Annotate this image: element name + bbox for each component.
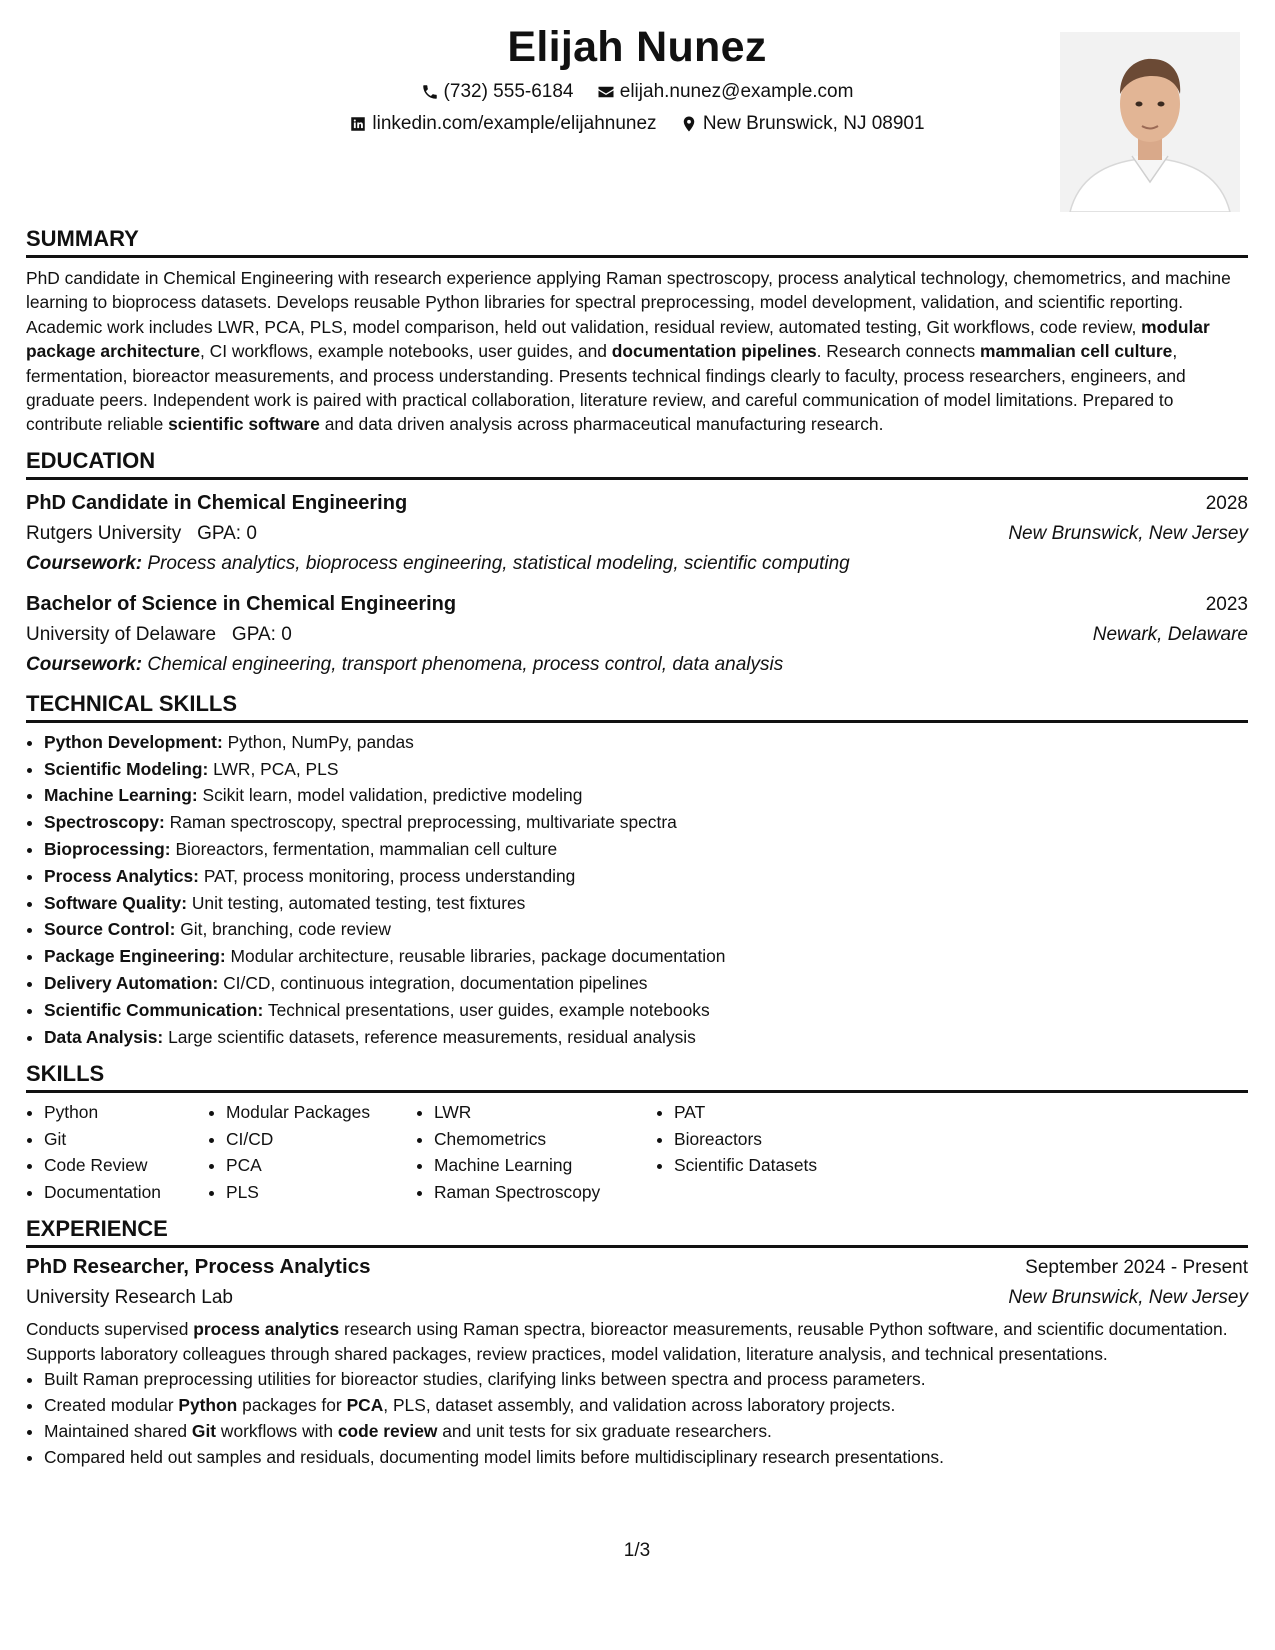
list-item: • Created modular Python packages for PCA, PLS, dataset assembly, and validation across laboratory projects.	[44, 1392, 1248, 1418]
list-item: • Compared held out samples and residuals, documenting model limits before multidisciplinary research presentations.	[44, 1444, 1248, 1470]
linkedin-text[interactable]: linkedin.com/example/elijahnunez	[372, 113, 657, 134]
skills-heading: SKILLS	[26, 1060, 1248, 1093]
skill-item: • PCA	[226, 1152, 416, 1179]
phone-icon	[421, 83, 439, 101]
technical-skills-section	[26, 690, 1248, 1051]
list-item: • Spectroscopy: Raman spectroscopy, spectral preprocessing, multivariate spectra	[44, 809, 1248, 836]
coursework: Coursework: Chemical engineering, transport phenomena, process control, data analysis	[26, 653, 784, 675]
job-description: Conducts supervised process analytics research using Raman spectra, bioreactor measurements, reusable Python software, and scientific documentation. Supports laboratory colleagues through shared packages, review practices, model validation, literature analysis, and technical presentations.	[26, 1319, 1228, 1364]
experience-section	[26, 1215, 1248, 1470]
profile-photo-illustration	[1060, 32, 1240, 212]
skill-item: • LWR	[434, 1099, 656, 1126]
graduation-year: 2023	[1205, 593, 1248, 615]
page-number: 1/3	[623, 1540, 651, 1561]
list-item: • Bioprocessing: Bioreactors, fermentation, mammalian cell culture	[44, 836, 1248, 863]
list-item: • Maintained shared Git workflows with code review and unit tests for six graduate researchers.	[44, 1418, 1248, 1444]
resume-page	[26, 0, 1248, 1650]
list-item: • Process Analytics: PAT, process monitoring, process understanding	[44, 863, 1248, 890]
skill-item: • Modular Packages	[226, 1099, 416, 1126]
education-heading: EDUCATION	[26, 447, 1248, 480]
map-pin-icon	[680, 115, 698, 133]
skill-item: • Raman Spectroscopy	[434, 1179, 656, 1206]
location-text: New Brunswick, NJ 08901	[702, 113, 925, 134]
linkedin-icon	[349, 115, 367, 133]
summary-section	[26, 225, 1248, 437]
school-name: University of Delaware GPA: 0	[26, 623, 292, 645]
skill-item: • Python	[44, 1099, 208, 1126]
job-bullets	[26, 1366, 1248, 1470]
school-location: New Brunswick, New Jersey	[1008, 522, 1248, 544]
list-item: • Source Control: Git, branching, code review	[44, 916, 1248, 943]
education-entry	[26, 488, 1248, 579]
education-section	[26, 447, 1248, 680]
list-item: • Package Engineering: Modular architecture, reusable libraries, package documentation	[44, 943, 1248, 970]
skills-section	[26, 1060, 1248, 1205]
location-contact	[680, 112, 925, 136]
skills-column	[208, 1099, 416, 1205]
profile-photo	[1060, 32, 1240, 212]
experience-heading: EXPERIENCE	[26, 1215, 1248, 1248]
school-name: Rutgers University GPA: 0	[26, 522, 257, 544]
list-item: • Machine Learning: Scikit learn, model validation, predictive modeling	[44, 782, 1248, 809]
resume-header	[26, 0, 1248, 215]
skill-item: • Git	[44, 1126, 208, 1153]
skills-column	[416, 1099, 656, 1205]
skills-column	[656, 1099, 894, 1205]
skill-item: • Chemometrics	[434, 1126, 656, 1153]
phone-text: (732) 555-6184	[443, 81, 574, 102]
skill-item: • Code Review	[44, 1152, 208, 1179]
employer-name: University Research Lab	[26, 1287, 233, 1309]
skill-item: • Scientific Datasets	[674, 1152, 894, 1179]
experience-entry	[26, 1252, 1248, 1470]
summary-heading: SUMMARY	[26, 225, 1248, 258]
list-item: • Python Development: Python, NumPy, pandas	[44, 729, 1248, 756]
skill-item: • PAT	[674, 1099, 894, 1126]
list-item: • Delivery Automation: CI/CD, continuous integration, documentation pipelines	[44, 970, 1248, 997]
skill-item: • PLS	[226, 1179, 416, 1206]
list-item: • Software Quality: Unit testing, automated testing, test fixtures	[44, 890, 1248, 917]
graduation-year: 2028	[1205, 492, 1248, 514]
linkedin-contact[interactable]	[349, 112, 656, 136]
coursework: Coursework: Process analytics, bioprocess engineering, statistical modeling, scientific computing	[26, 552, 850, 574]
email-text[interactable]: elijah.nunez@example.com	[619, 81, 854, 102]
technical-skills-heading: TECHNICAL SKILLS	[26, 690, 1248, 723]
skill-item: • Documentation	[44, 1179, 208, 1206]
list-item: • Scientific Modeling: LWR, PCA, PLS	[44, 756, 1248, 783]
email-contact[interactable]	[597, 80, 854, 104]
job-dates: September 2024 - Present	[1025, 1257, 1248, 1279]
education-entry	[26, 589, 1248, 680]
skills-column	[26, 1099, 208, 1205]
list-item: • Built Raman preprocessing utilities for bioreactor studies, clarifying links between spectra and process parameters.	[44, 1366, 1248, 1392]
list-item: • Data Analysis: Large scientific datasets, reference measurements, residual analysis	[44, 1024, 1248, 1051]
degree-title: PhD Candidate in Chemical Engineering	[26, 491, 408, 514]
skill-item: • Machine Learning	[434, 1152, 656, 1179]
list-item: • Scientific Communication: Technical presentations, user guides, example notebooks	[44, 997, 1248, 1024]
school-location: Newark, Delaware	[1092, 623, 1248, 645]
skill-item: • Bioreactors	[674, 1126, 894, 1153]
degree-title: Bachelor of Science in Chemical Engineering	[26, 592, 457, 615]
skill-item: • CI/CD	[226, 1126, 416, 1153]
skills-grid	[26, 1099, 1248, 1205]
technical-skills-list	[26, 729, 1248, 1051]
envelope-icon	[597, 83, 615, 101]
phone-contact	[421, 80, 574, 104]
job-title: PhD Researcher, Process Analytics	[26, 1255, 371, 1279]
candidate-name: Elijah Nunez	[507, 23, 767, 71]
job-location: New Brunswick, New Jersey	[1008, 1287, 1248, 1309]
summary-text: PhD candidate in Chemical Engineering with research experience applying Raman spectroscopy, process analytical technology, chemometrics, and machine learning to bioprocess datasets. Develops reusable Python libraries for spectral preprocessing, model development, validation, and scientific reporting. Academic work includes LWR, PCA, PLS, model comparison, held out validation, residual review, automated testing, Git workflows, code review, modular package architecture, CI workflows, example notebooks, user guides, and documentation pipelines. Research connects mammalian cell culture, fermentation, bioreactor measurements, and process understanding. Presents technical findings clearly to faculty, process researchers, engineers, and graduate peers. Independent work is paired with practical collaboration, literature review, and careful communication of model limitations. Prepared to contribute reliable scientific software and data driven analysis across pharmaceutical manufacturing research.	[26, 268, 1231, 435]
